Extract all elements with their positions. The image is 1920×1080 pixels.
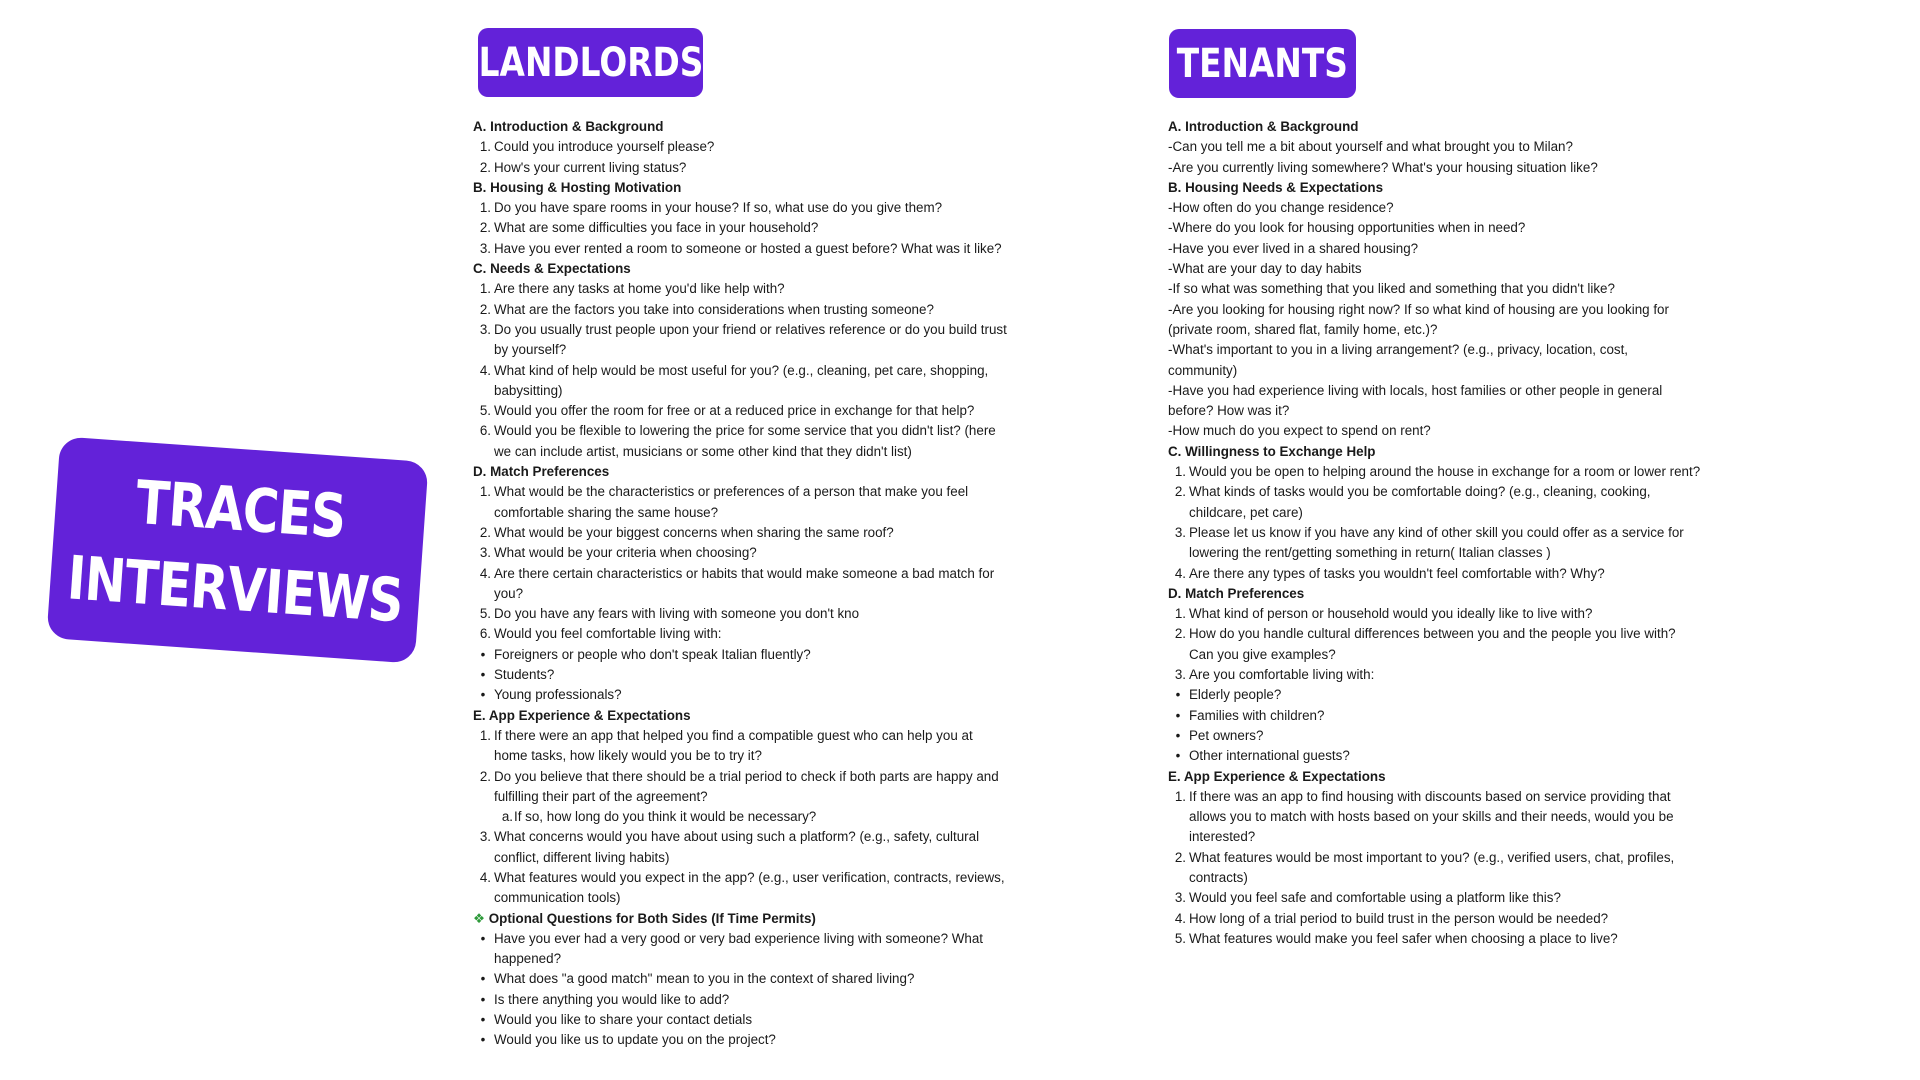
list-item: -Have you ever lived in a shared housing? bbox=[1168, 240, 1419, 256]
bullet-item: • Students? bbox=[480, 667, 555, 683]
list-item-continuation: babysitting) bbox=[494, 382, 563, 398]
section-heading: D. Match Preferences bbox=[1168, 585, 1305, 601]
bullet-item: • Pet owners? bbox=[1175, 727, 1264, 743]
list-item: -What's important to you in a living arrangement? (e.g., privacy, location, cost, bbox=[1168, 342, 1629, 358]
landlords-badge bbox=[478, 28, 703, 97]
tenants-badge bbox=[1169, 29, 1356, 98]
landlords-question-list bbox=[473, 117, 1007, 1051]
section-heading: A. Introduction & Background bbox=[1168, 119, 1359, 134]
list-item-continuation: comfortable sharing the same house? bbox=[494, 504, 719, 520]
list-item-continuation: home tasks, how likely would you be to try it? bbox=[494, 748, 762, 764]
bullet-item: • Have you ever had a very good or very bad experience living with someone? What bbox=[480, 930, 984, 946]
section-heading-optional: ❖ Optional Questions for Both Sides (If Time Permits) bbox=[473, 910, 816, 926]
section-heading: D. Match Preferences bbox=[473, 464, 610, 480]
list-item: 3. Do you usually trust people upon your friend or relatives reference or do you build trust bbox=[479, 321, 1007, 337]
list-item-continuation: Can you give examples? bbox=[1189, 646, 1336, 662]
list-item-continuation: you? bbox=[494, 585, 524, 601]
list-item: -Are you currently living somewhere? What's your housing situation like? bbox=[1168, 159, 1598, 175]
bullet-item: • Young professionals? bbox=[480, 687, 622, 703]
list-item: 1. If there was an app to find housing with discounts based on service providing that bbox=[1174, 788, 1671, 804]
list-item: -Can you tell me a bit about yourself and what brought you to Milan? bbox=[1168, 139, 1573, 155]
list-item-continuation: fulfilling their part of the agreement? bbox=[494, 788, 708, 804]
bullet-item: • What does "a good match" mean to you in the context of shared living? bbox=[480, 971, 915, 987]
list-item-continuation: happened? bbox=[494, 951, 562, 967]
list-item: 1. What would be the characteristics or preferences of a person that make you feel bbox=[479, 484, 969, 500]
list-item: -How often do you change residence? bbox=[1168, 200, 1394, 216]
list-item: 4. What features would you expect in the app? (e.g., user verification, contracts, reviews, bbox=[479, 869, 1005, 885]
list-item-continuation: (private room, shared flat, family home, etc.)? bbox=[1168, 321, 1438, 337]
section-heading: B. Housing Needs & Expectations bbox=[1168, 179, 1384, 195]
list-item: 1. Do you have spare rooms in your house? If so, what use do you give them? bbox=[479, 200, 943, 216]
list-item: 5. Would you offer the room for free or at a reduced price in exchange for that help? bbox=[479, 403, 975, 419]
section-heading: C. Needs & Expectations bbox=[473, 261, 631, 277]
bullet-item: • Foreigners or people who don't speak Italian fluently? bbox=[480, 646, 811, 662]
list-item: 3. Would you feel safe and comfortable using a platform like this? bbox=[1174, 890, 1561, 906]
section-heading: B. Housing & Hosting Motivation bbox=[473, 179, 682, 195]
list-item-continuation: interested? bbox=[1189, 829, 1256, 845]
list-item: 6. Would you be flexible to lowering the price for some service that you didn't list? (here bbox=[479, 423, 996, 439]
tenants-badge-label: TENANTS bbox=[1176, 40, 1349, 87]
list-item-continuation: allows you to match with hosts based on your skills and their needs, would you be bbox=[1189, 809, 1674, 825]
list-item: -Are you looking for housing right now? If so what kind of housing are you looking for bbox=[1168, 301, 1669, 317]
list-item-continuation: before? How was it? bbox=[1168, 403, 1290, 419]
list-item-continuation: community) bbox=[1168, 362, 1238, 378]
tenants-question-list bbox=[1168, 117, 1700, 949]
section-heading: A. Introduction & Background bbox=[473, 119, 664, 134]
bullet-item: • Would you like to share your contact detials bbox=[480, 1012, 753, 1028]
list-item: 3. What concerns would you have about using such a platform? (e.g., safety, cultural bbox=[479, 829, 980, 845]
list-item: 5. What features would make you feel safer when choosing a place to live? bbox=[1174, 930, 1618, 946]
list-item: 6. Would you feel comfortable living with: bbox=[479, 626, 722, 642]
list-item: 3. Are you comfortable living with: bbox=[1174, 667, 1375, 683]
bullet-item: • Is there anything you would like to add? bbox=[480, 991, 730, 1007]
list-item-continuation: lowering the rent/getting something in return( Italian classes ) bbox=[1189, 545, 1551, 561]
list-item: 3. What would be your criteria when choosing? bbox=[479, 545, 757, 561]
list-item-continuation: we can include artist, musicians or some other kind that they didn't list) bbox=[494, 443, 912, 459]
list-item: 2. What are some difficulties you face in your household? bbox=[479, 220, 819, 236]
title-line-1: TRACES bbox=[133, 467, 348, 553]
list-item-continuation: by yourself? bbox=[494, 342, 567, 358]
list-item: 4. Are there any types of tasks you wouldn't feel comfortable with? Why? bbox=[1174, 565, 1605, 581]
list-item: -Have you had experience living with locals, host families or other people in general bbox=[1168, 382, 1663, 398]
list-item: 3. Have you ever rented a room to someone or hosted a guest before? What was it like? bbox=[479, 240, 1002, 256]
list-item-continuation: conflict, different living habits) bbox=[494, 849, 670, 865]
list-item-continuation: communication tools) bbox=[494, 890, 621, 906]
puzzle-piece-icon: ❖ bbox=[473, 910, 486, 926]
list-item: -What are your day to day habits bbox=[1168, 261, 1362, 277]
bullet-item: • Elderly people? bbox=[1175, 687, 1282, 703]
list-item: 2. What are the factors you take into considerations when trusting someone? bbox=[479, 301, 934, 317]
list-item: -How much do you expect to spend on rent? bbox=[1168, 423, 1431, 439]
list-item-continuation: childcare, pet care) bbox=[1189, 504, 1303, 520]
sub-list-item: a. If so, how long do you think it would be necessary? bbox=[501, 809, 817, 825]
list-item: 2. How's your current living status? bbox=[479, 159, 687, 175]
list-item: 2. How do you handle cultural differences between you and the people you live with? bbox=[1174, 626, 1676, 642]
list-item: 5. Do you have any fears with living with someone you don't kno bbox=[479, 606, 860, 622]
landlords-badge-label: LANDLORDS bbox=[478, 39, 703, 86]
list-item: 2. What kinds of tasks would you be comfortable doing? (e.g., cleaning, cooking, bbox=[1174, 484, 1651, 500]
section-heading: E. App Experience & Expectations bbox=[473, 707, 691, 723]
bullet-item: • Would you like us to update you on the project? bbox=[480, 1032, 776, 1048]
section-heading: C. Willingness to Exchange Help bbox=[1168, 443, 1376, 459]
list-item: 3. Please let us know if you have any kind of other skill you could offer as a service for bbox=[1174, 524, 1684, 540]
list-item: 2. Do you believe that there should be a trial period to check if both parts are happy and bbox=[479, 768, 999, 784]
bullet-item: • Families with children? bbox=[1175, 707, 1325, 723]
list-item-continuation: contracts) bbox=[1189, 869, 1248, 885]
traces-interviews-title-block bbox=[46, 436, 428, 663]
list-item: 4. What kind of help would be most useful for you? (e.g., cleaning, pet care, shopping, bbox=[479, 362, 989, 378]
list-item: 4. How long of a trial period to build trust in the person would be needed? bbox=[1174, 910, 1609, 926]
list-item: 1. Would you be open to helping around the house in exchange for a room or lower rent? bbox=[1174, 464, 1701, 480]
list-item: 4. Are there certain characteristics or habits that would make someone a bad match for bbox=[479, 565, 995, 581]
list-item: 1. Are there any tasks at home you'd like help with? bbox=[479, 281, 785, 297]
list-item: 2. What would be your biggest concerns when sharing the same roof? bbox=[479, 524, 894, 540]
list-item: -If so what was something that you liked and something that you didn't like? bbox=[1168, 281, 1615, 297]
section-heading: E. App Experience & Expectations bbox=[1168, 768, 1386, 784]
title-line-2: INTERVIEWS bbox=[64, 543, 405, 637]
list-item: 1. What kind of person or household would you ideally like to live with? bbox=[1174, 606, 1593, 622]
list-item: -Where do you look for housing opportunities when in need? bbox=[1168, 220, 1526, 236]
list-item: 1. Could you introduce yourself please? bbox=[479, 139, 715, 155]
bullet-item: • Other international guests? bbox=[1175, 748, 1350, 764]
list-item: 1. If there were an app that helped you find a compatible guest who can help you at bbox=[479, 727, 973, 743]
list-item: 2. What features would be most important to you? (e.g., verified users, chat, profiles, bbox=[1174, 849, 1675, 865]
